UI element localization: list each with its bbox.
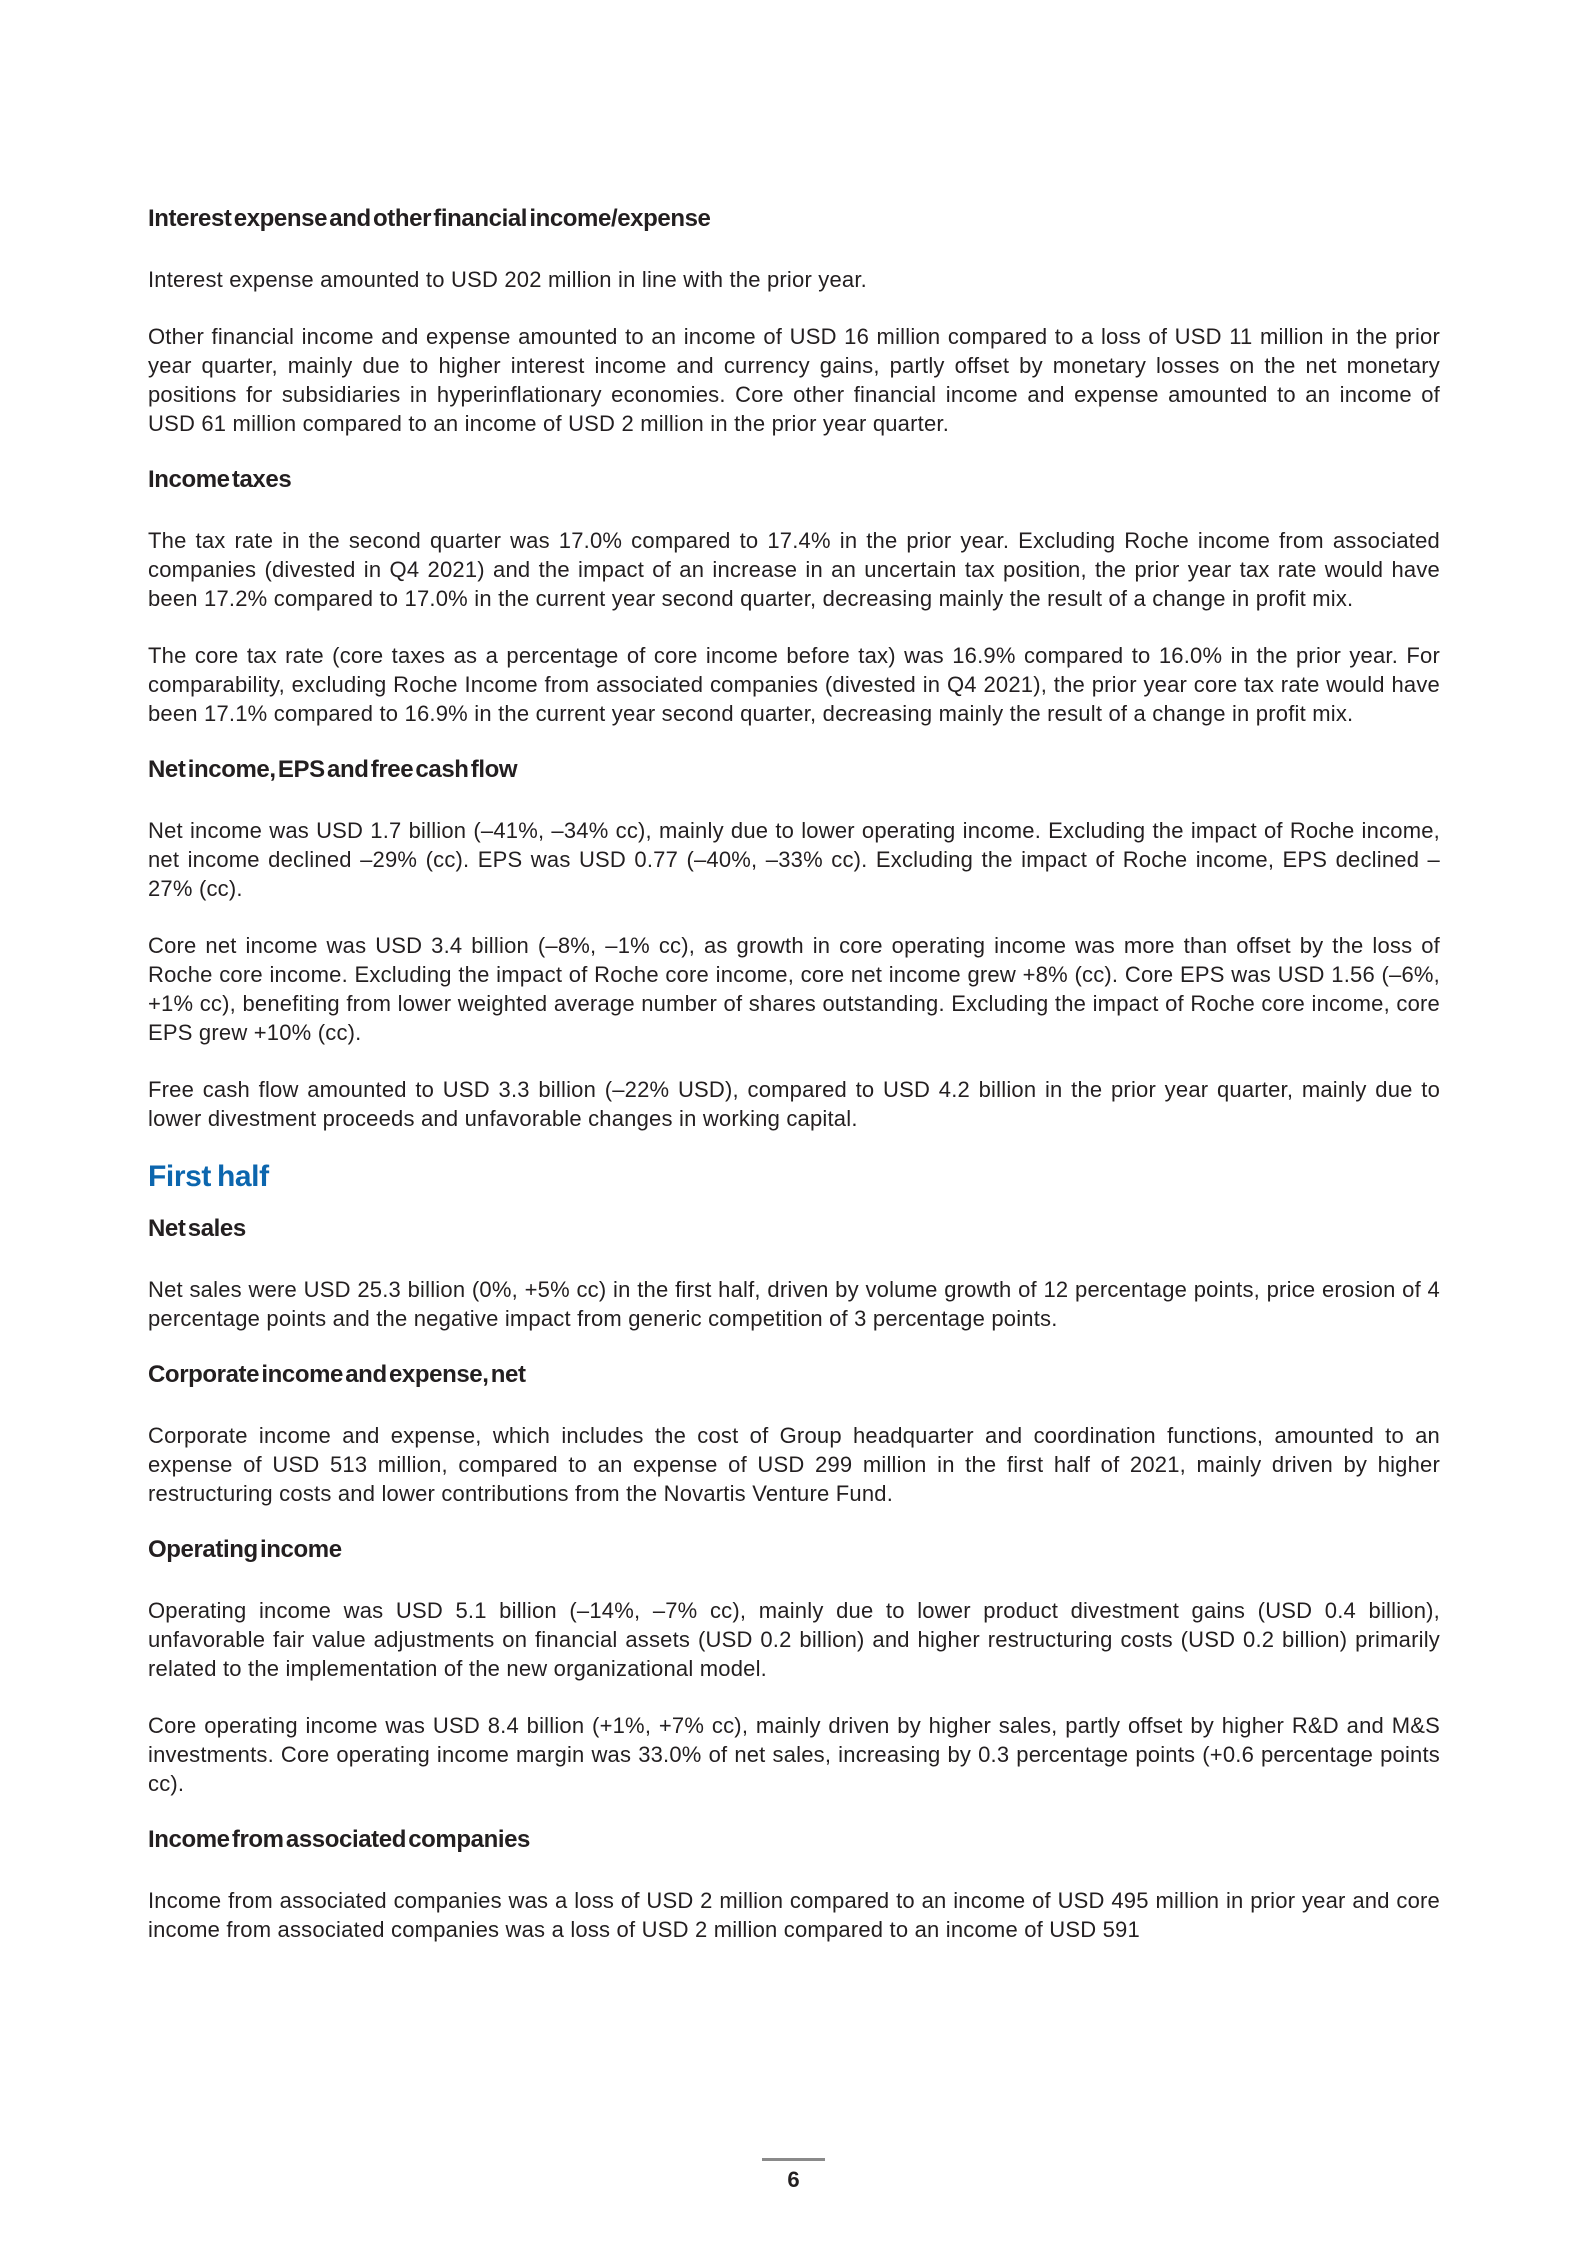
heading-corporate-income: Corporate income and expense, net xyxy=(148,1361,526,1388)
para-core-net-income: Core net income was USD 3.4 billion (–8%, –1% cc), as growth in core operating income was more than offset by the loss of Roche core income. Excluding the impact of Roche core income, core net income grew +8% (cc). Core EPS was USD 1.56 (–6%, +1% cc), benefiting from lower weighted average number of shares outstanding. Excluding the impact of Roche core income, core EPS grew +10% (cc). xyxy=(148,933,1440,1045)
para-other-financial-income: Other financial income and expense amounted to an income of USD 16 million compared to a loss of USD 11 million in the prior year quarter, mainly due to higher interest income and currency gains, partly offset by monetary losses on the net monetary positions for subsidiaries in hyperinflationary economies. Core other financial income and expense amounted to an income of USD 61 million compared to an income of USD 2 million in the prior year quarter. xyxy=(148,324,1440,436)
heading-net-income-eps-fcf: Net income, EPS and free cash flow xyxy=(148,756,518,783)
heading-interest-expense: Interest expense and other financial income/expense xyxy=(148,205,711,232)
para-corporate-income: Corporate income and expense, which includes the cost of Group headquarter and coordination functions, amounted to an expense of USD 513 million, compared to an expense of USD 299 million in the first half of 2021, mainly driven by higher restructuring costs and lower contributions from the Novartis Venture Fund. xyxy=(148,1423,1440,1506)
heading-first-half: First half xyxy=(148,1160,269,1193)
para-net-income: Net income was USD 1.7 billion (–41%, –34% cc), mainly due to lower operating income. Excluding the impact of Roche income, net income declined –29% (cc). EPS was USD 0.77 (–40%, –33% cc). Excluding the impact of Roche income, EPS declined –27% (cc). xyxy=(148,818,1440,901)
para-income-associated-companies: Income from associated companies was a loss of USD 2 million compared to an income of USD 495 million in prior year and core income from associated companies was a loss of USD 2 million compared to an income of USD 591 xyxy=(148,1888,1440,1942)
para-free-cash-flow: Free cash flow amounted to USD 3.3 billion (–22% USD), compared to USD 4.2 billion in the prior year quarter, mainly due to lower divestment proceeds and unfavorable changes in working capital. xyxy=(148,1077,1440,1131)
heading-net-sales: Net sales xyxy=(148,1215,246,1242)
page-number: 6 xyxy=(787,2167,800,2192)
heading-operating-income: Operating income xyxy=(148,1536,342,1563)
footer-rule xyxy=(762,2158,825,2161)
para-core-operating-income: Core operating income was USD 8.4 billion (+1%, +7% cc), mainly driven by higher sales, partly offset by higher R&D and M&S investments. Core operating income margin was 33.0% of net sales, increasing by 0.3 percentage points (+0.6 percentage points cc). xyxy=(148,1713,1440,1796)
content-column xyxy=(148,199,1440,1972)
heading-income-taxes: Income taxes xyxy=(148,466,292,493)
page-footer xyxy=(0,2158,1587,2192)
para-interest-expense: Interest expense amounted to USD 202 million in line with the prior year. xyxy=(148,267,867,292)
para-core-tax-rate: The core tax rate (core taxes as a percentage of core income before tax) was 16.9% compared to 16.0% in the prior year. For comparability, excluding Roche Income from associated companies (divested in Q4 2021), the prior year core tax rate would have been 17.1% compared to 16.9% in the current year second quarter, decreasing mainly the result of a change in profit mix. xyxy=(148,643,1440,726)
para-tax-rate: The tax rate in the second quarter was 17.0% compared to 17.4% in the prior year. Excluding Roche income from associated companies (divested in Q4 2021) and the impact of an increase in an uncertain tax position, the prior year tax rate would have been 17.2% compared to 17.0% in the current year second quarter, decreasing mainly the result of a change in profit mix. xyxy=(148,528,1440,611)
para-operating-income: Operating income was USD 5.1 billion (–14%, –7% cc), mainly due to lower product divestment gains (USD 0.4 billion), unfavorable fair value adjustments on financial assets (USD 0.2 billion) and higher restructuring costs (USD 0.2 billion) primarily related to the implementation of the new organizational model. xyxy=(148,1598,1440,1681)
para-net-sales: Net sales were USD 25.3 billion (0%, +5% cc) in the first half, driven by volume growth of 12 percentage points, price erosion of 4 percentage points and the negative impact from generic competition of 3 percentage points. xyxy=(148,1277,1440,1331)
heading-income-associated-companies: Income from associated companies xyxy=(148,1826,531,1853)
